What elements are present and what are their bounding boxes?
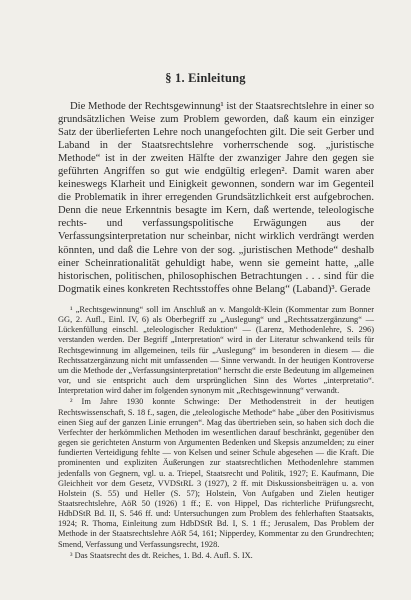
footnote-1: ¹ „Rechtsgewinnung“ soll im Anschluß an v. Mangoldt-Klein (Kommentar zum Bonner GG, 2. Aufl., Einl. IV, 6) als Oberbegriff zu „Auslegung“ und „Rechtssatzergänzung“ — Lückenfüllung einschl. „teleologischer Reduktion“ — (Larenz, Methodenlehre, S. 296) verstanden werden. Der Begriff „Interpretation“ wird in der Literatur schwankend teils für Rechtsgewinnung im allgemeinen, teils für „Auslegung“ im besonderen in diesem — die Rechtssatzergänzung nicht mit umfassenden — Sinne verwandt. In der heutigen Kontroverse um die Methode der „Verfassungsinterpretation“ herrscht die erste Bedeutung im allgemeinen vor, und sie entspricht auch dem ursprünglichen Sinn des Wortes „interpretatio“. Interpretation wird daher im folgenden synonym mit „Rechtsgewinnung“ verwandt. [58,305,374,396]
footnote-3: ³ Das Staatsrecht des dt. Reiches, 1. Bd. 4. Aufl. S. IX. [70,550,253,560]
footnote-2: ² Im Jahre 1930 konnte Schwinge: Der Methodenstreit in der heutigen Rechtswissenschaft, S. 18 f., sagen, die „teleologische Methode“ habe „über den Positivismus einen Sieg auf der ganzen Linie errungen“. Mag das übertrieben sein, so haben sich doch die Verfechter der herkömmlichen Methoden im wesentlichen darauf beschränkt, gegenüber den gegen sie gerichteten Ansturm von Argumenten Bedenken und Skepsis anzumelden; zu einer fundierten Verteidigung fehlte — von Kelsen und seiner Schule abgesehen — die Kraft. Die prominenten und expliziten Äußerungen zur staatsrechtlichen Methodenlehre stammen jedenfalls von Gegnern, vgl. u. a. Triepel, Staatsrecht und Politik, 1927; E. Kaufmann, Die Gleichheit vor dem Gesetz, VVDStRL 3 (1927), 2 ff. mit Diskussionsbeiträgen u. a. von Holstein (S. 55) und Heller (S. 57); Holstein, Von Aufgaben und Zielen heutiger Staatsrechtslehre, AöR 50 (1926) 1 ff.; E. von Hippel, Das richterliche Prüfungsrecht, HdbDStR Bd. II, S. 546 ff. und: Untersuchungen zum Problem des fehlerhaften Staatsakts, 1924; R. Thoma, Einleitung zum HdbDStR Bd. I, S. 1 ff.; Jerusalem, Das Problem der Methode in der Staatsrechtslehre AöR 54, 161; Nipperdey, Kommentar zu den Grundrechten; Smend, Verfassung und Verfassungsrecht, 1928. [58,397,374,549]
main-text [58,100,374,296]
body-paragraph: Die Methode der Rechtsgewinnung¹ ist der Staatsrechtslehre in einer so grundsätzlichen Weise zum Problem geworden, daß kaum ein einziger Satz der überlieferten Lehre noch unangefochten gilt. Die seit Gerber und Laband in der Staatsrechtslehre vorherrschende sog. „juristische Methode“ ist in der zweiten Hälfte der zwanziger Jahre den gegen sie geführten Angriffen so gut wie endgültig erlegen². Damit waren aber keineswegs Klarheit und Einigkeit gewonnen, sondern war im Gegenteil die Problematik in ihrer erregenden Grundsätzlichkeit erst aufgebrochen. Denn die neue Erkenntnis besagte im Kern, daß wertende, teleologische rechts- und verfassungspolitische Erwägungen aus der Verfassungsinterpretation nur scheinbar, nicht wirklich verdrängt werden könnten, und daß die Lehre von der sog. „juristischen Methode“ deshalb einer Scheinrationalität gehuldigt habe, wenn sie gemeint hatte, „alle historischen, politischen, philosophischen Betrachtungen . . . sind für die Dogmatik eines konkreten Rechtsstoffes ohne Belang“ (Laband)³. Gerade [58,101,374,295]
section-heading: § 1. Einleitung [165,71,246,85]
footnotes [58,305,374,562]
